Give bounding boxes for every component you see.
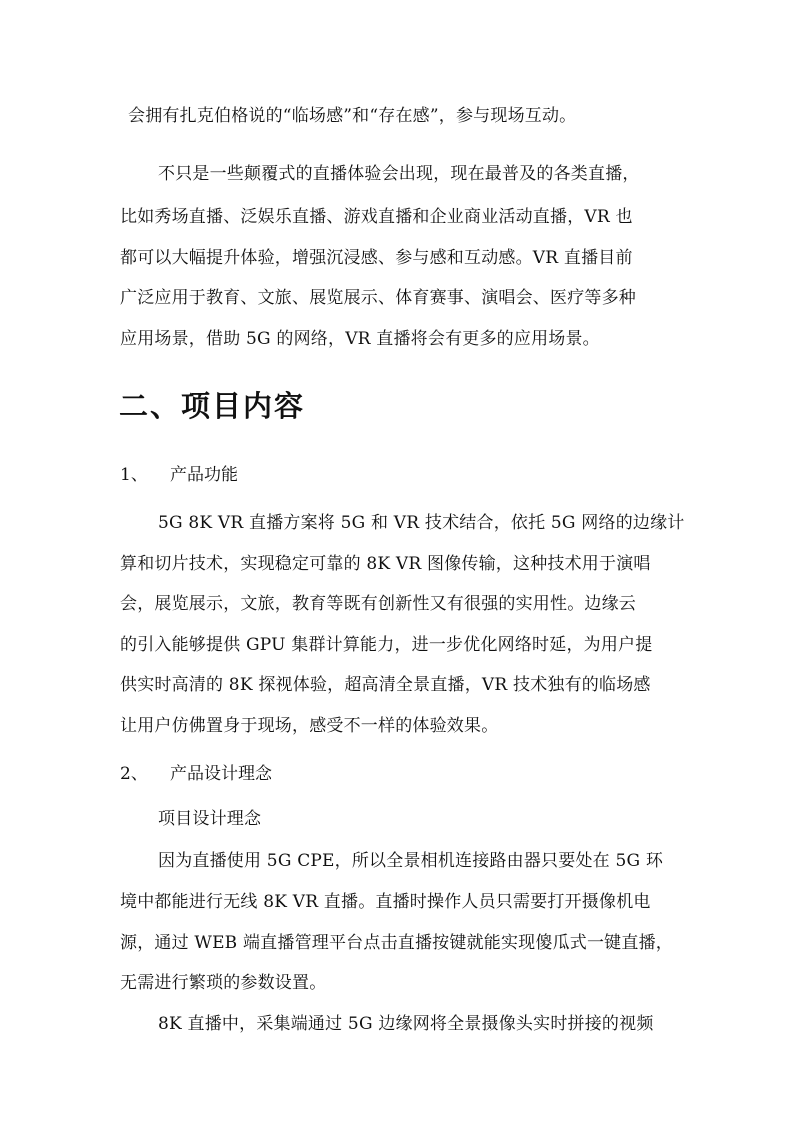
item-number: 1、 — [120, 465, 148, 485]
paragraph-line: 8K 直播中，采集端通过 5G 边缘网将全景摄像头实时拼接的视频 — [158, 1014, 654, 1034]
intro-line: 比如秀场直播、泛娱乐直播、游戏直播和企业商业活动直播，VR 也 — [120, 207, 633, 227]
intro-line: 应用场景，借助 5G 的网络，VR 直播将会有更多的应用场景。 — [120, 329, 600, 349]
section-heading: 二、项目内容 — [119, 389, 306, 423]
intro-line: 都可以大幅提升体验，增强沉浸感、参与感和互动感。VR 直播目前 — [120, 248, 633, 268]
intro-line: 不只是一些颠覆式的直播体验会出现，现在最普及的各类直播， — [158, 164, 640, 184]
paragraph-line: 会，展览展示，文旅，教育等既有创新性又有很强的实用性。边缘云 — [120, 594, 636, 614]
paragraph-line: 的引入能够提供 GPU 集群计算能力，进一步优化网络时延，为用户提 — [120, 635, 653, 655]
item-number: 2、 — [120, 764, 148, 784]
paragraph-line: 因为直播使用 5G CPE，所以全景相机连接路由器只要处在 5G 环 — [158, 851, 664, 871]
paragraph-line: 5G 8K VR 直播方案将 5G 和 VR 技术结合，依托 5G 网络的边缘计 — [158, 513, 685, 533]
item-title: 产品设计理念 — [170, 764, 272, 784]
subheading: 项目设计理念 — [158, 809, 262, 829]
intro-line: 会拥有扎克伯格说的“临场感”和“存在感”，参与现场互动。 — [128, 106, 577, 126]
paragraph-line: 算和切片技术，实现稳定可靠的 8K VR 图像传输，这种技术用于演唱 — [120, 554, 651, 574]
paragraph-line: 无需进行繁琐的参数设置。 — [120, 973, 327, 993]
item-title: 产品功能 — [170, 465, 238, 485]
paragraph-line: 境中都能进行无线 8K VR 直播。直播时操作人员只需要打开摄像机电 — [120, 892, 651, 912]
intro-line: 广泛应用于教育、文旅、展览展示、体育赛事、演唱会、医疗等多种 — [120, 288, 636, 308]
paragraph-line: 源，通过 WEB 端直播管理平台点击直播按键就能实现傻瓜式一键直播， — [120, 933, 673, 953]
paragraph-line: 让用户仿佛置身于现场，感受不一样的体验效果。 — [120, 716, 499, 736]
paragraph-line: 供实时高清的 8K 探视体验，超高清全景直播，VR 技术独有的临场感 — [120, 675, 651, 695]
